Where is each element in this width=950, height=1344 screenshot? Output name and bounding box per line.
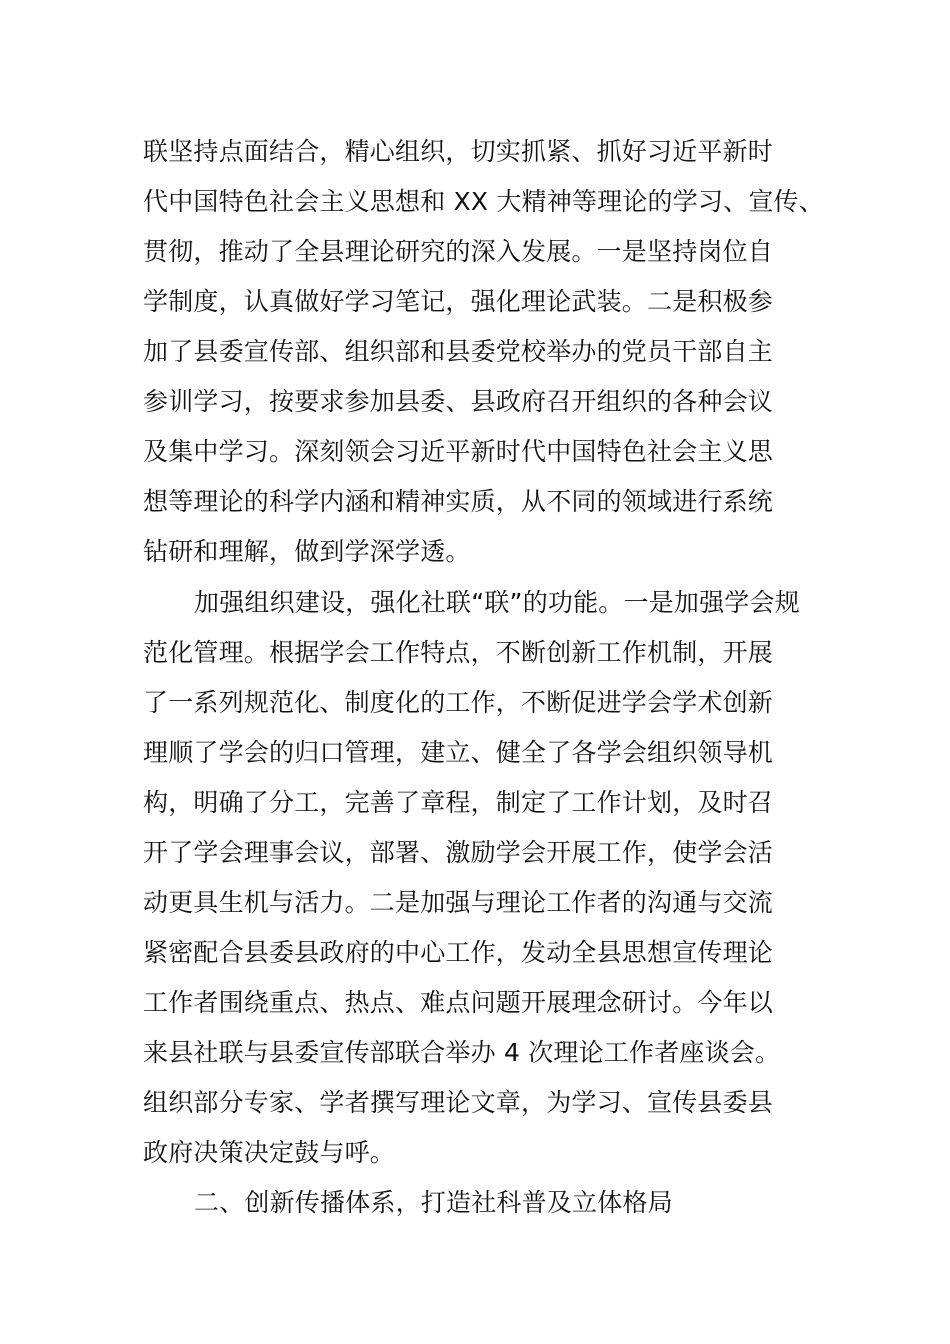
text-line: 政府决策决定鼓与呼。: [143, 1138, 396, 1167]
text-line: 学制度，认真做好学习笔记，强化理论武装。二是积极参: [143, 287, 774, 316]
text-line: 构，明确了分工，完善了章程，制定了工作计划，及时召: [143, 788, 774, 817]
text-line: 想等理论的科学内涵和精神实质，从不同的领域进行系统: [143, 487, 774, 516]
text-line: 紧密配合县委县政府的中心工作，发动全县思想宣传理论: [143, 938, 774, 967]
text-line: 了一系列规范化、制度化的工作，不断促进学会学术创新: [143, 688, 774, 717]
text-line: 组织部分专家、学者撰写理论文章，为学习、宣传县委县: [143, 1088, 774, 1117]
text-line: 开了学会理事会议，部署、激励学会开展工作，使学会活: [143, 838, 774, 867]
text-line: 加了县委宣传部、组织部和县委党校举办的党员干部自主: [143, 337, 774, 366]
text-line: 贯彻，推动了全县理论研究的深入发展。一是坚持岗位自: [143, 237, 774, 266]
text-line: 代中国特色社会主义思想和 XX 大精神等理论的学习、宣传、: [143, 187, 824, 216]
text-line: 来县社联与县委宣传部联合举办 4 次理论工作者座谈会。: [143, 1038, 781, 1067]
text-line: 范化管理。根据学会工作特点，不断创新工作机制，开展: [143, 638, 774, 667]
text-line: 动更具生机与活力。二是加强与理论工作者的沟通与交流: [143, 888, 774, 917]
text-line: 钻研和理解，做到学深学透。: [143, 537, 471, 566]
text-line: 理顺了学会的归口管理，建立、健全了各学会组织领导机: [143, 738, 774, 767]
text-line: 工作者围绕重点、热点、难点问题开展理念研讨。今年以: [143, 988, 774, 1017]
paragraph-heading-line: 加强组织建设，强化社联“联”的功能。一是加强学会规: [194, 588, 800, 617]
section-heading: 二、创新传播体系，打造社科普及立体格局: [194, 1188, 673, 1217]
text-line: 及集中学习。深刻领会习近平新时代中国特色社会主义思: [143, 437, 774, 466]
text-line: 联坚持点面结合，精心组织，切实抓紧、抓好习近平新时: [143, 137, 774, 166]
text-line: 参训学习，按要求参加县委、县政府召开组织的各种会议: [143, 387, 774, 416]
